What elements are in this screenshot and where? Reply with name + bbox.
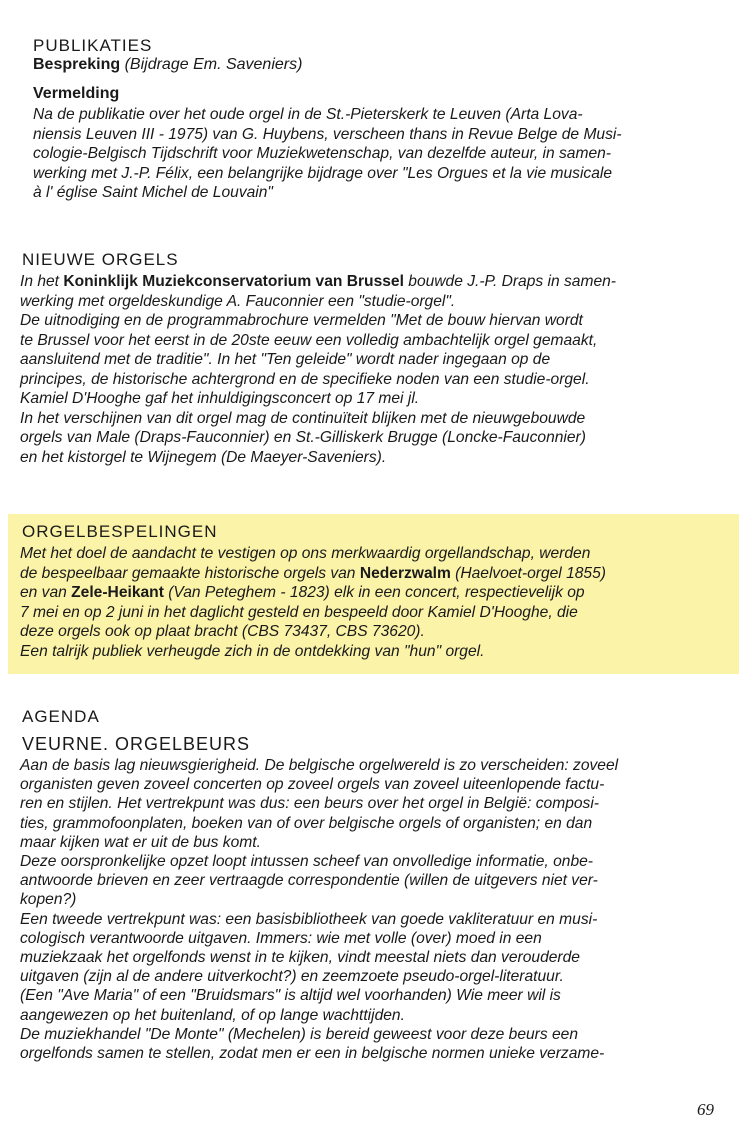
- text-line: orgels van Male (Draps-Fauconnier) en St.-Gilliskerk Brugge (Loncke-Fauconnier): [20, 429, 586, 446]
- text-span: In het: [20, 273, 64, 290]
- text-line: à l' église Saint Michel de Louvain": [33, 184, 273, 201]
- publikaties-heading: PUBLIKATIES: [33, 36, 153, 55]
- publikaties-paragraph: [33, 105, 733, 203]
- text-line: deze orgels ook op plaat bracht (CBS 73437, CBS 73620).: [20, 623, 425, 640]
- agenda-paragraph: [20, 756, 732, 1063]
- text-line: Kamiel D'Hooghe gaf het inhuldigingsconcert op 17 mei jl.: [20, 390, 420, 407]
- text-line: te Brussel voor het eerst in de 20ste eeuw een volledig ambachtelijk orgel gemaakt,: [20, 331, 598, 349]
- text-span: (Van Peteghem - 1823) elk in een concert, respectievelijk op: [163, 584, 585, 601]
- bold-span: Zele-Heikant: [71, 584, 164, 601]
- orgelbespelingen-heading: ORGELBESPELINGEN: [22, 522, 218, 541]
- text-line: Een talrijk publiek verheugde zich in de ontdekking van "hun" orgel.: [20, 642, 485, 660]
- text-line: orgelfonds samen te stellen, zodat men er een in belgische normen unieke verzame-: [20, 1045, 605, 1063]
- text-line: [20, 564, 732, 584]
- text-line: uitgaven (zijn al de andere uitverkocht?) en zeemzoete pseudo-orgel-literatuur.: [20, 968, 564, 986]
- page-number: 69: [697, 1100, 714, 1119]
- orgelbespelingen-paragraph: [20, 544, 732, 661]
- text-line: kopen?): [20, 891, 77, 909]
- text-line: werking met orgeldeskundige A. Fauconnier een "studie-orgel".: [20, 292, 456, 310]
- bold-span: Koninklijk Muziekconservatorium van Brussel: [63, 273, 404, 290]
- text-line: Aan de basis lag nieuwsgierigheid. De belgische orgelwereld is zo verscheiden: zoveel: [20, 757, 619, 774]
- text-line: Na de publikatie over het oude orgel in de St.-Pieterskerk te Leuven (Arta Lova-: [33, 106, 583, 123]
- veurne-orgelbeurs-heading: VEURNE. ORGELBEURS: [22, 734, 251, 754]
- nieuwe-orgels-paragraph: [20, 272, 732, 467]
- text-line: (Een "Ave Maria" of een "Bruidsmars" is altijd wel voorhanden) Wie meer wil is: [20, 987, 561, 1005]
- text-line: Met het doel de aandacht te vestigen op ons merkwaardig orgellandschap, werden: [20, 545, 591, 562]
- nieuwe-orgels-heading: NIEUWE ORGELS: [22, 250, 179, 269]
- text-span: bouwde J.-P. Draps in samen-: [403, 273, 616, 290]
- text-line: [20, 583, 732, 603]
- bespreking-label: Bespreking: [33, 56, 121, 73]
- vermelding-label: Vermelding: [33, 85, 120, 102]
- text-line: maar kijken wat er uit de bus komt.: [20, 833, 261, 851]
- text-line: aansluitend met de traditie". In het "Ten geleide" wordt nader ingegaan op de: [20, 351, 551, 368]
- text-line: aangewezen op het buitenland, of op lange wachttijden.: [20, 1006, 405, 1024]
- text-line: muziekzaak het orgelfonds wenst in te kijken, vindt meestal niets dan verouderde: [20, 949, 580, 967]
- text-line: werking met J.-P. Félix, een belangrijke bijdrage over "Les Orgues et la vie musicale: [33, 164, 613, 182]
- text-line: De muziekhandel "De Monte" (Mechelen) is bereid geweest voor deze beurs een: [20, 1025, 579, 1043]
- text-line: principes, de historische achtergrond en de specifieke noden van een studie-orgel.: [20, 370, 590, 388]
- text-line: 7 mei en op 2 juni in het daglicht gesteld en bespeeld door Kamiel D'Hooghe, die: [20, 603, 578, 621]
- text-line: Deze oorspronkelijke opzet loopt intussen scheef van onvolledige informatie, onbe-: [20, 853, 593, 871]
- text-line: cologie-Belgisch Tijdschrift voor Muziekwetenschap, van dezelfde auteur, in samen-: [33, 145, 611, 162]
- text-span: (Haelvoet-orgel 1855): [450, 564, 606, 582]
- text-line: Een tweede vertrekpunt was: een basisbibliotheek van goede vakliteratuur en musi-: [20, 910, 598, 928]
- text-line: ties, grammofoonplaten, boeken van of over belgische orgels of organisten; en dan: [20, 814, 593, 832]
- text-line: ren en stijlen. Het vertrekpunt was dus: een beurs over het orgel in België: composi-: [20, 795, 600, 813]
- bold-span: Nederzwalm: [359, 564, 451, 582]
- agenda-heading: AGENDA: [22, 707, 100, 726]
- text-span: de bespeelbaar gemaakte historische orgels van: [20, 564, 360, 582]
- text-line: De uitnodiging en de programmabrochure vermelden "Met de bouw hiervan wordt: [20, 312, 583, 329]
- text-line: In het verschijnen van dit orgel mag de continuïteit blijken met de nieuwgebouwde: [20, 409, 586, 427]
- text-line: organisten geven zoveel concerten op zoveel orgels van zoveel uiteenlopende factu-: [20, 776, 605, 794]
- bespreking-line: [33, 56, 302, 74]
- text-line: en het kistorgel te Wijnegem (De Maeyer-Saveniers).: [20, 448, 387, 466]
- text-line: niensis Leuven III - 1975) van G. Huybens, verscheen thans in Revue Belge de Musi-: [33, 125, 622, 143]
- text-line: antwoorde brieven en zeer vertraagde correspondentie (willen de uitgevers niet ver-: [20, 872, 598, 890]
- text-line: cologisch verantwoorde uitgaven. Immers: wie met volle (over) moed in een: [20, 929, 542, 947]
- text-span: en van: [20, 584, 72, 601]
- text-line: [20, 272, 732, 292]
- bespreking-note: (Bijdrage Em. Saveniers): [124, 56, 303, 73]
